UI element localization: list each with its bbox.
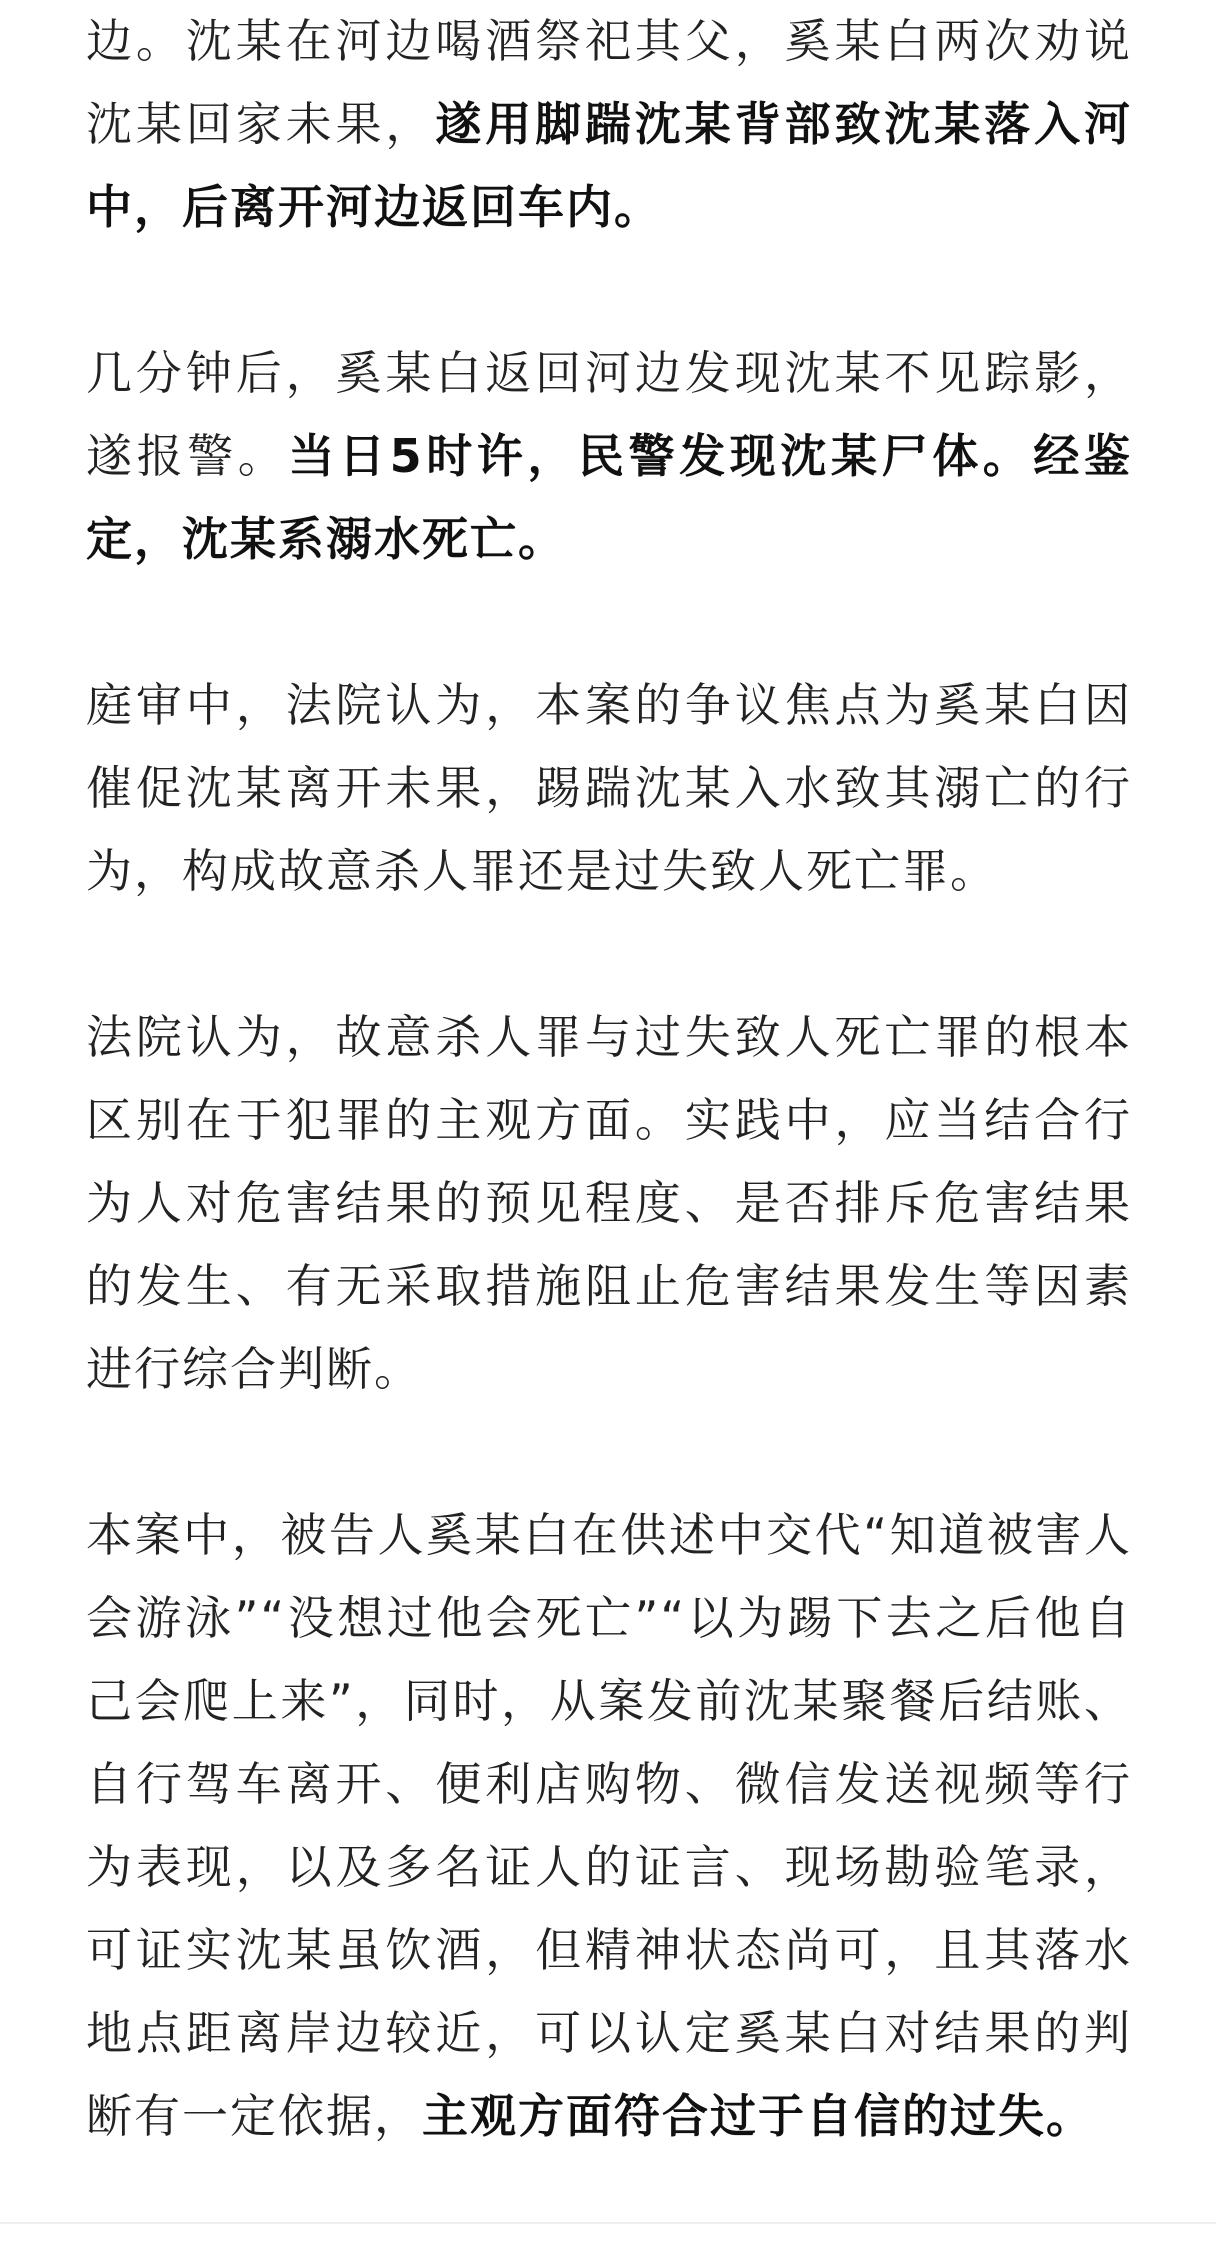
paragraph-5	[86, 1494, 1132, 2158]
bottom-divider	[0, 2222, 1216, 2224]
paragraph-2	[86, 332, 1132, 581]
paragraph-3-text: 庭审中，法院认为，本案的争议焦点为奚某白因催促沈某离开未果，踢踹沈某入水致其溺亡的行为，构成故意杀人罪还是过失致人死亡罪。	[86, 678, 1132, 898]
paragraph-2-text: 几分钟后，奚某白返回河边发现沈某不见踪影，遂报警。	[86, 346, 1132, 483]
paragraph-5-bold-text: 主观方面符合过于自信的过失。	[422, 2089, 1094, 2143]
article-body	[86, 0, 1132, 2158]
paragraph-5-text: 本案中，被告人奚某白在供述中交代“知道被害人会游泳”“没想过他会死亡”“以为踢下去之后他自己会爬上来”，同时，从案发前沈某聚餐后结账、自行驾车离开、便利店购物、微信发送视频等行为表现，以及多名证人的证言、现场勘验笔录，可证实沈某虽饮酒，但精神状态尚可，且其落水地点距离岸边较近，可以认定奚某白对结果的判断有一定依据，	[86, 1508, 1132, 2143]
paragraph-4	[86, 996, 1132, 1411]
paragraph-1	[86, 0, 1132, 249]
paragraph-1-text: 边。沈某在河边喝酒祭祀其父，奚某白两次劝说沈某回家未果，	[86, 14, 1132, 151]
paragraph-3	[86, 664, 1132, 913]
paragraph-2-bold-text: 当日5时许，民警发现沈某尸体。经鉴定，沈某系溺水死亡。	[86, 429, 1133, 566]
paragraph-4-text: 法院认为，故意杀人罪与过失致人死亡罪的根本区别在于犯罪的主观方面。实践中，应当结合行为人对危害结果的预见程度、是否排斥危害结果的发生、有无采取措施阻止危害结果发生等因素进行综合判断。	[86, 1010, 1132, 1396]
paragraph-1-bold-text: 遂用脚踹沈某背部致沈某落入河中，后离开河边返回车内。	[86, 97, 1133, 234]
